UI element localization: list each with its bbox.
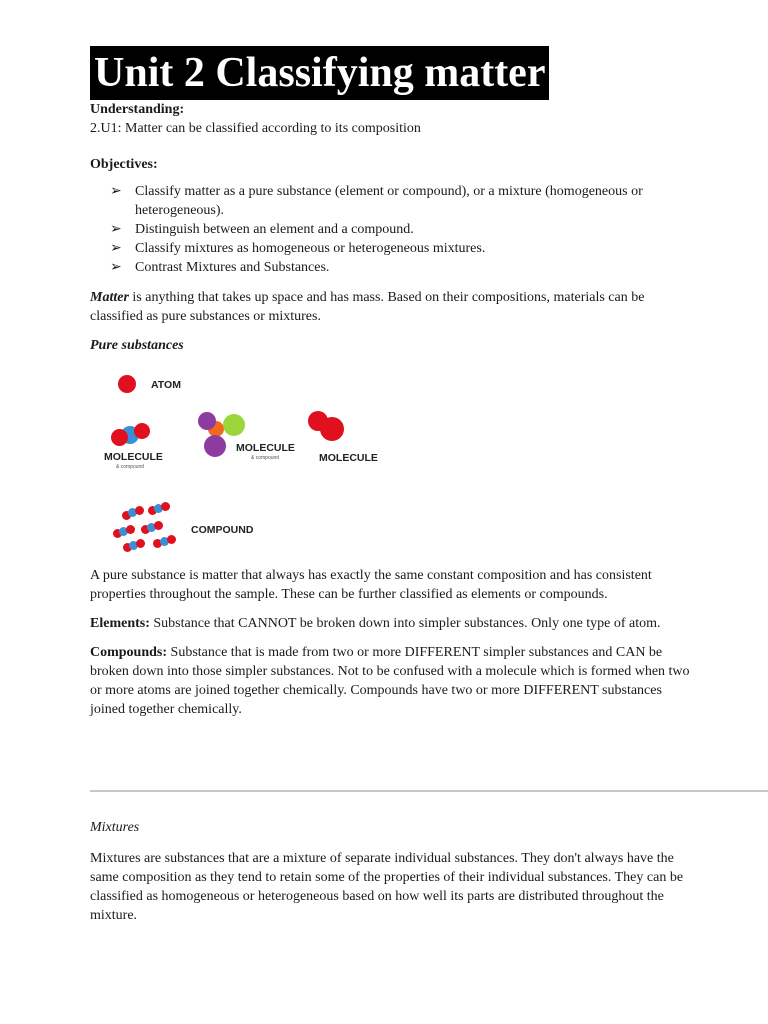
compound-red-icon [136,539,145,548]
molecule-label-2: MOLECULE [236,442,295,454]
understanding-heading: Understanding: [90,102,185,117]
objectives-heading: Objectives: [90,157,158,172]
document-page [90,46,690,719]
arrow-bullet-icon: ➢ [110,222,122,237]
particle-diagram [90,363,390,563]
mixtures-paragraph: Mixtures are substances that are a mixture of separate individual substances. They don't always have the same composition as they tend to retain some of the properties of their individual substances. They can be classified as homogeneous or heterogeneous based on how well its parts are distributed throughout the mixture. [90,851,684,923]
molecule-red-icon [320,417,344,441]
atom-red-icon [118,375,136,393]
compounds-term: Compounds: [90,645,168,660]
compound-red-icon [154,521,163,530]
molecule-red-icon [111,429,128,446]
arrow-bullet-icon: ➢ [110,241,122,256]
matter-term: Matter [90,290,129,305]
compound-red-icon [126,525,135,534]
atom-label: ATOM [151,379,181,391]
objective-item: ➢ Contrast Mixtures and Substances. [110,260,330,275]
molecule-purple-icon [198,412,216,430]
elements-paragraph: Elements: Substance that CANNOT be broken down into simpler substances. Only one type of atom. [90,616,661,631]
molecule-lime-icon [223,414,245,436]
molecule-label-1: MOLECULE [104,451,163,463]
molecule-sublabel-2: & compound [251,455,280,461]
pure-substances-heading: Pure substances [90,338,184,353]
mixtures-section [90,818,690,925]
molecule-label-3: MOLECULE [319,452,378,464]
compound-red-icon [135,506,144,515]
mixtures-heading: Mixtures [90,820,140,835]
objective-item: ➢ Classify mixtures as homogeneous or heterogeneous mixtures. [110,241,486,256]
page-title: Unit 2 Classifying matter [90,46,549,100]
arrow-bullet-icon: ➢ [110,260,122,275]
matter-paragraph: Matter is anything that takes up space and has mass. Based on their compositions, materials can be classified as pure substances or mixtures. [90,290,645,324]
compound-label: COMPOUND [191,524,254,536]
pure-substance-paragraph: A pure substance is matter that always has exactly the same constant composition and has consistent properties throughout the sample. These can be further classified as elements or compounds. [90,568,652,602]
molecule-purple-icon [204,435,226,457]
understanding-text: 2.U1: Matter can be classified according to its composition [90,121,421,136]
section-divider [90,790,768,792]
objectives-list [90,182,690,277]
compounds-paragraph: Compounds: Substance that is made from two or more DIFFERENT simpler substances and CAN be broken down into those simpler substances. Not to be confused with a molecule which is formed when two or more atoms are joined together chemically. Compounds have two or more DIFFERENT substances joined together chemically. [90,645,690,717]
objective-item: ➢ Distinguish between an element and a compound. [110,222,414,237]
objective-item: ➢ Classify matter as a pure substance (element or compound), or a mixture (homogeneous or heterogeneous). [110,184,643,218]
molecule-red-icon [134,423,150,439]
elements-term: Elements: [90,616,150,631]
compound-red-icon [167,535,176,544]
arrow-bullet-icon: ➢ [110,184,122,199]
compound-red-icon [161,502,170,511]
molecule-sublabel-1: & compound [116,464,145,470]
